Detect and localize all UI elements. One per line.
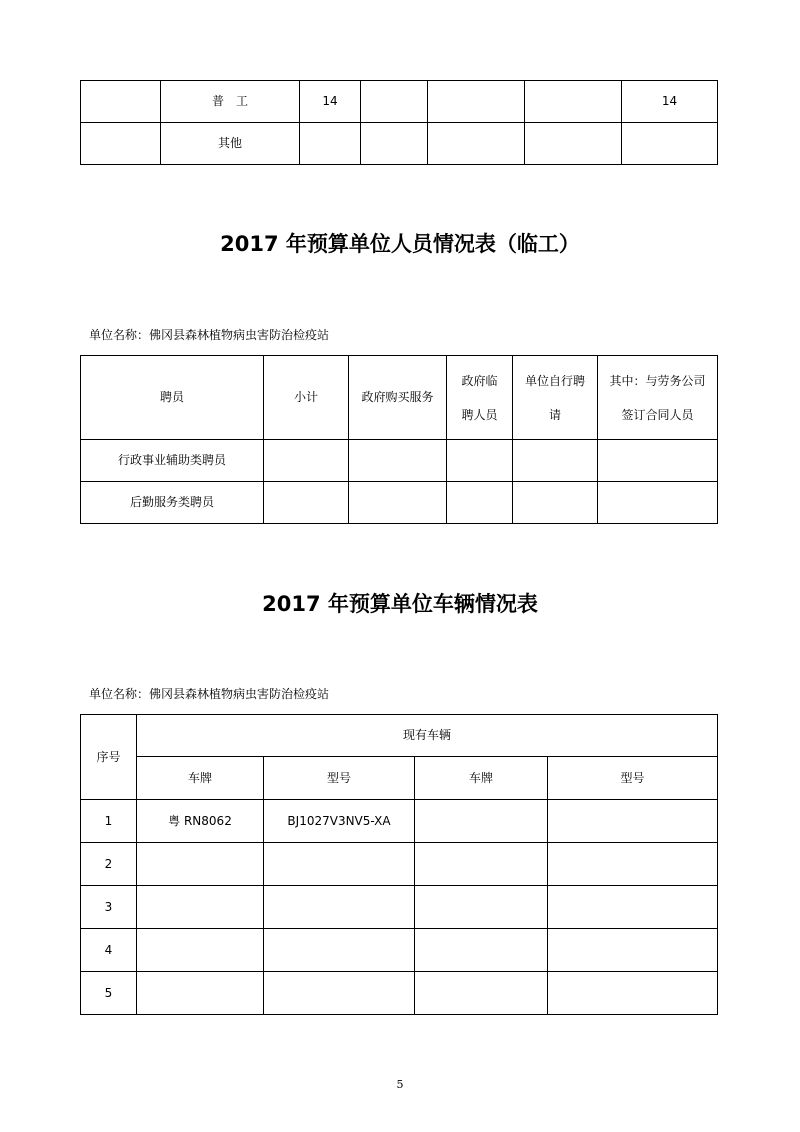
row-seq: 5	[81, 972, 137, 1015]
header-employee: 聘员	[81, 356, 264, 440]
table-header-row	[81, 757, 718, 800]
table-row	[81, 843, 718, 886]
table-cell	[264, 440, 349, 482]
table-cell: 14	[622, 81, 718, 123]
row-seq: 2	[81, 843, 137, 886]
table-cell	[349, 482, 447, 524]
table-cell	[525, 123, 622, 165]
table-cell	[81, 123, 161, 165]
model-cell	[548, 886, 718, 929]
temp-staff-title: 2017 年预算单位人员情况表（临工）	[220, 232, 580, 256]
unit-name-label: 单位名称：佛冈县森林植物病虫害防治检疫站	[89, 328, 330, 342]
table-cell	[361, 81, 428, 123]
table-cell	[361, 123, 428, 165]
table-cell	[525, 81, 622, 123]
table-cell	[598, 482, 718, 524]
header-line: 政府临	[461, 373, 498, 388]
table-cell	[598, 440, 718, 482]
header-subtotal: 小计	[264, 356, 349, 440]
page-number: 5	[396, 1078, 404, 1091]
table-cell	[264, 482, 349, 524]
unit-name-label: 单位名称：佛冈县森林植物病虫害防治检疫站	[89, 687, 330, 701]
row-seq: 1	[81, 800, 137, 843]
table-cell	[81, 81, 161, 123]
vehicle-title: 2017 年预算单位车辆情况表	[262, 592, 538, 616]
header-model: 型号	[548, 757, 718, 800]
header-existing-vehicles: 现有车辆	[137, 715, 718, 757]
table-cell	[447, 482, 513, 524]
plate-cell: 粤 RN8062	[137, 800, 264, 843]
header-line: 其中：与劳务公司	[609, 373, 706, 388]
table-row	[81, 123, 718, 165]
row-label: 普 工	[161, 81, 300, 123]
plate-cell	[137, 929, 264, 972]
table-cell	[428, 81, 525, 123]
row-seq: 4	[81, 929, 137, 972]
model-cell	[548, 972, 718, 1015]
model-cell	[548, 929, 718, 972]
plate-cell	[415, 972, 548, 1015]
table-row	[81, 482, 718, 524]
table-header-row	[81, 715, 718, 757]
plate-cell	[415, 843, 548, 886]
header-line: 聘人员	[461, 407, 498, 422]
header-plate: 车牌	[137, 757, 264, 800]
header-plate: 车牌	[415, 757, 548, 800]
table-cell	[513, 482, 598, 524]
row-label: 后勤服务类聘员	[81, 482, 264, 524]
header-model: 型号	[264, 757, 415, 800]
model-cell	[264, 972, 415, 1015]
row-seq: 3	[81, 886, 137, 929]
vehicle-table	[80, 714, 718, 1015]
header-line: 单位自行聘	[524, 373, 585, 388]
header-line: 请	[548, 407, 561, 422]
table-header-row	[81, 356, 718, 440]
header-seq: 序号	[81, 715, 137, 800]
table-row	[81, 929, 718, 972]
header-gov-temp	[447, 356, 513, 440]
model-cell	[548, 800, 718, 843]
table-row	[81, 800, 718, 843]
model-cell	[548, 843, 718, 886]
plate-cell	[415, 800, 548, 843]
table-cell	[622, 123, 718, 165]
header-line: 签订合同人员	[621, 407, 694, 422]
plate-cell	[137, 886, 264, 929]
table-row	[81, 440, 718, 482]
table-cell: 14	[300, 81, 361, 123]
header-self-hired	[513, 356, 598, 440]
table-cell	[513, 440, 598, 482]
table-cell	[447, 440, 513, 482]
model-cell: BJ1027V3NV5-XA	[264, 800, 415, 843]
table-cell	[300, 123, 361, 165]
plate-cell	[137, 972, 264, 1015]
table-row	[81, 81, 718, 123]
model-cell	[264, 886, 415, 929]
table-cell	[428, 123, 525, 165]
plate-cell	[415, 929, 548, 972]
temp-staff-table	[80, 355, 718, 524]
plate-cell	[415, 886, 548, 929]
table-cell	[349, 440, 447, 482]
model-cell	[264, 843, 415, 886]
table-row	[81, 972, 718, 1015]
staff-table-continuation	[80, 80, 718, 165]
plate-cell	[137, 843, 264, 886]
table-row	[81, 886, 718, 929]
header-gov-purchase: 政府购买服务	[349, 356, 447, 440]
header-labor-contract	[598, 356, 718, 440]
row-label: 其他	[161, 123, 300, 165]
model-cell	[264, 929, 415, 972]
row-label: 行政事业辅助类聘员	[81, 440, 264, 482]
